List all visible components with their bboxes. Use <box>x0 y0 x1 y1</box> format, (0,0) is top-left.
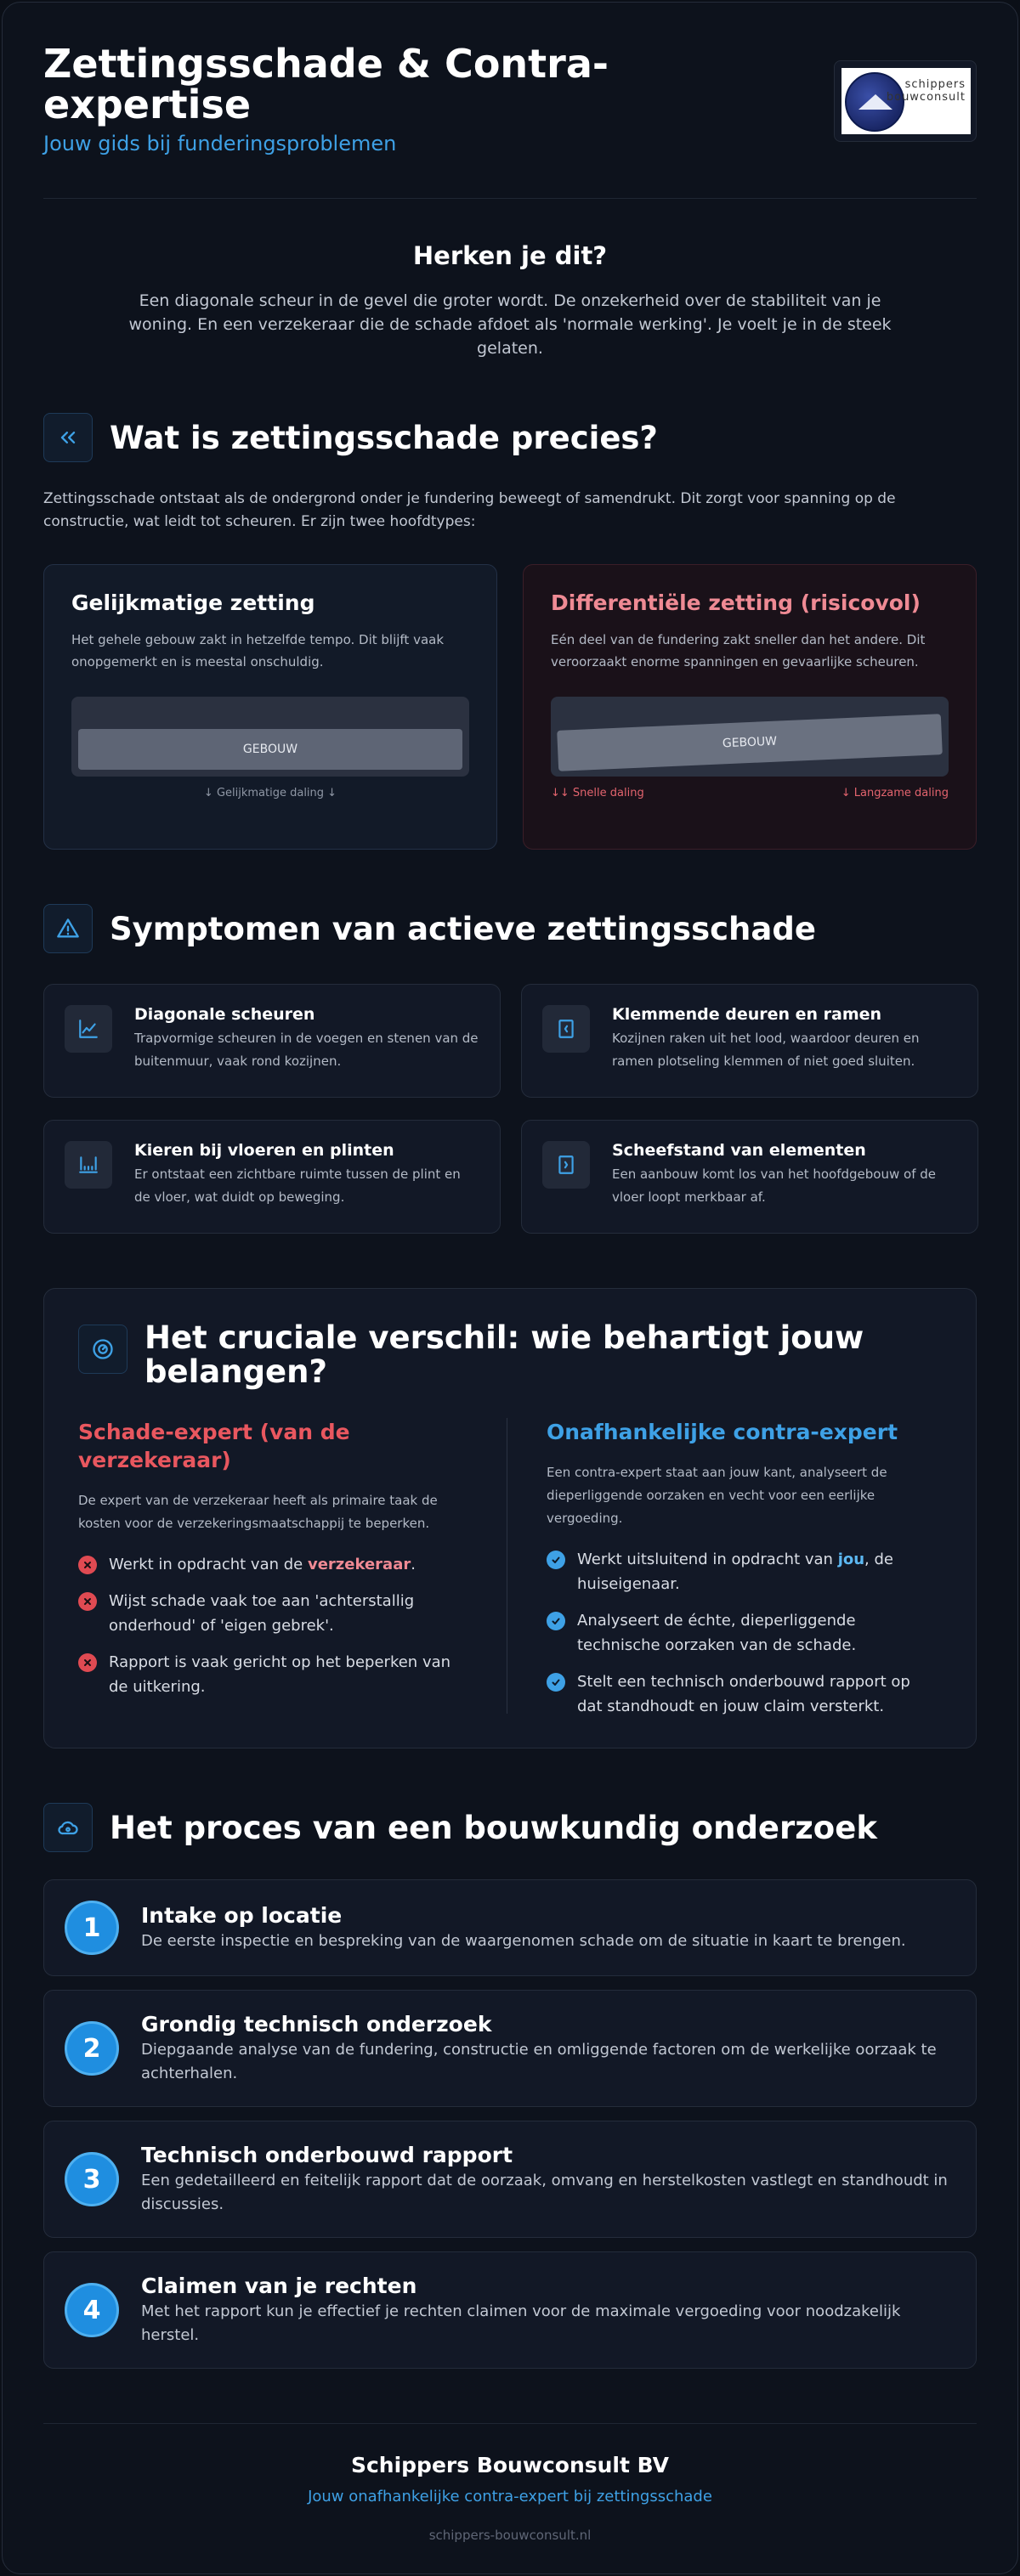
process-steps <box>43 1879 977 2369</box>
list-item-text: Stelt een technisch onderbouwd rapport op dat standhoudt en jouw claim versterkt. <box>577 1673 910 1715</box>
list-item <box>78 1552 466 1577</box>
step-number: 3 <box>65 2152 119 2206</box>
step-text: Met het rapport kun je effectief je rechten claimen voor de maximale vergoeding voor noodzakelijk herstel. <box>141 2302 901 2344</box>
step-text: Diepgaande analyse van de fundering, constructie en omliggende factoren om de werkelijke oorzaak te achterhalen. <box>141 2040 937 2082</box>
check-circle-icon <box>547 1612 565 1630</box>
symptoms-grid <box>43 984 977 1234</box>
what-heading <box>43 413 977 462</box>
list-item-text: Wijst schade vaak toe aan 'achterstallig onderhoud' of 'eigen gebrek'. <box>109 1592 415 1635</box>
x-circle-icon <box>78 1556 97 1574</box>
list-item <box>78 1589 466 1638</box>
chevrons-left-icon <box>43 413 93 462</box>
uniform-text: Het gehele gebouw zakt in hetzelfde tempo. Dit blijft vaak onopgemerkt en is meestal onschuldig. <box>71 632 445 669</box>
process-heading <box>43 1803 977 1852</box>
contra-expert-column <box>547 1418 934 1719</box>
uniform-diagram <box>71 697 469 777</box>
contra-expert-text: Een contra-expert staat aan jouw kant, analyseert de dieperliggende oorzaken en vecht voor een eerlijke vergoeding. <box>547 1465 887 1526</box>
symptom-card <box>521 984 978 1098</box>
page <box>2 2 1018 2574</box>
what-lead: Zettingsschade ontstaat als de ondergrond onder je fundering beweegt of samendrukt. Dit zorgt voor spanning op de constructie, wat leidt tot scheuren. Er zijn twee hoofdtypes: <box>43 490 896 530</box>
list-item <box>78 1650 466 1699</box>
logo-text-line1: schippers <box>904 78 966 91</box>
uniform-title: Gelijkmatige zetting <box>71 590 315 615</box>
door-icon <box>542 1005 590 1053</box>
step-title: Intake op locatie <box>141 1902 343 1928</box>
list-item-text: Analyseert de échte, dieperliggende technische oorzaken van de schade. <box>577 1612 857 1654</box>
footer-url[interactable]: schippers-bouwconsult.nl <box>428 2528 592 2543</box>
logo <box>834 60 977 142</box>
target-icon <box>78 1325 128 1374</box>
header <box>43 3 977 155</box>
step-text: De eerste inspectie en bespreking van de waargenomen schade om de situatie in kaart te brengen. <box>141 1931 906 1950</box>
symptom-text: Er ontstaat een zichtbare ruimte tussen de plint en de vloer, wat duidt op beweging. <box>134 1167 461 1205</box>
process-step <box>43 2251 977 2369</box>
chart-line-icon <box>65 1005 112 1053</box>
process-step <box>43 1990 977 2107</box>
footer-divider <box>43 2423 977 2424</box>
footer <box>43 2453 977 2543</box>
list-item <box>547 1669 934 1719</box>
symptom-title: Scheefstand van elementen <box>612 1141 866 1160</box>
list-item-text: Werkt uitsluitend in opdracht van <box>577 1551 838 1568</box>
step-number: 4 <box>65 2283 119 2337</box>
symptom-card <box>521 1120 978 1234</box>
logo-text-line2: bouwconsult <box>886 91 966 104</box>
contra-expert-title: Onafhankelijke contra-expert <box>547 1420 898 1444</box>
list-item-text: Werkt in opdracht van de <box>109 1556 308 1573</box>
x-circle-icon <box>78 1592 97 1611</box>
intro-title: Herken je dit? <box>412 241 608 270</box>
tilted-building-block: GEBOUW <box>557 714 943 771</box>
symptom-title: Kieren bij vloeren en plinten <box>134 1141 394 1160</box>
step-text: Een gedetailleerd en feitelijk rapport dat de oorzaak, omvang en herstelkosten vastlegt en standhoudt in discussies. <box>141 2171 948 2213</box>
symptom-card <box>43 1120 501 1234</box>
tilt-icon <box>542 1141 590 1189</box>
symptom-text: Trapvormige scheuren in de voegen en stenen van de buitenmuur, vaak rond kozijnen. <box>134 1031 479 1069</box>
list-item-text: , de huiseigenaar. <box>577 1551 893 1593</box>
symptom-text: Een aanbouw komt los van het hoofdgebouw of de vloer loopt merkbaar af. <box>612 1167 936 1205</box>
insurer-expert-title: Schade-expert (van de verzekeraar) <box>78 1420 350 1472</box>
uniform-settlement-card <box>43 564 497 850</box>
page-subtitle: Jouw gids bij funderingsproblemen <box>43 132 397 155</box>
list-item <box>547 1547 934 1596</box>
list-item-emphasis: jou <box>837 1551 865 1568</box>
symptoms-title: Symptomen van actieve zettingsschade <box>110 910 816 947</box>
slow-settlement-caption: ↓ Langzame daling <box>841 787 949 799</box>
check-circle-icon <box>547 1673 565 1692</box>
list-item <box>547 1608 934 1658</box>
step-title: Grondig technisch onderzoek <box>141 2011 492 2037</box>
step-title: Technisch onderbouwd rapport <box>141 2142 513 2167</box>
footer-tagline: Jouw onafhankelijke contra-expert bij zettingsschade <box>308 2488 712 2505</box>
symptom-card <box>43 984 501 1098</box>
process-title: Het proces van een bouwkundig onderzoek <box>110 1809 877 1846</box>
step-title: Claimen van je rechten <box>141 2273 417 2298</box>
footer-company: Schippers Bouwconsult BV <box>350 2453 670 2477</box>
symptoms-heading <box>43 904 977 953</box>
symptom-title: Klemmende deuren en ramen <box>612 1005 882 1024</box>
differential-diagram <box>551 697 949 777</box>
insurer-expert-text: De expert van de verzekeraar heeft als primaire taak de kosten voor de verzekeringsmaatschappij te beperken. <box>78 1493 438 1531</box>
process-step <box>43 2121 977 2238</box>
uniform-caption: ↓ Gelijkmatige daling ↓ <box>203 787 337 799</box>
building-block: GEBOUW <box>78 729 462 770</box>
insurer-expert-column <box>78 1418 466 1719</box>
warning-icon <box>43 904 93 953</box>
symptom-title: Diagonale scheuren <box>134 1005 315 1024</box>
list-item-text: . <box>411 1556 416 1573</box>
x-circle-icon <box>78 1653 97 1672</box>
what-title: Wat is zettingsschade precies? <box>110 419 658 456</box>
check-circle-icon <box>547 1551 565 1569</box>
differential-settlement-card <box>523 564 977 850</box>
process-step <box>43 1879 977 1976</box>
difference-title: Het cruciale verschil: wie behartigt jouw belangen? <box>144 1319 864 1390</box>
floor-gap-icon <box>65 1141 112 1189</box>
page-title: Zettingsschade & Contra-expertise <box>43 41 609 127</box>
intro-text: Een diagonale scheur in de gevel die groter wordt. De onzekerheid over de stabiliteit van je woning. En een verzekeraar die de schade afdoet als 'normale werking'. Je voelt je in de steek gelaten. <box>128 291 892 358</box>
differential-text: Eén deel van de fundering zakt sneller dan het andere. Dit veroorzaakt enorme spanningen en gevaarlijke scheuren. <box>551 632 926 669</box>
difference-panel <box>43 1288 977 1748</box>
symptom-text: Kozijnen raken uit het lood, waardoor deuren en ramen plotseling klemmen of niet goed sluiten. <box>612 1031 920 1069</box>
fast-settlement-caption: ↓↓ Snelle daling <box>551 787 644 799</box>
intro-section <box>43 199 977 360</box>
step-number: 1 <box>65 1901 119 1955</box>
settlement-types <box>43 564 977 850</box>
list-item-text: Rapport is vaak gericht op het beperken van de uitkering. <box>109 1653 451 1696</box>
step-number: 2 <box>65 2021 119 2076</box>
cloud-icon <box>43 1803 93 1852</box>
differential-title: Differentiële zetting (risicovol) <box>551 590 921 615</box>
list-item-emphasis: verzekeraar <box>307 1556 411 1573</box>
